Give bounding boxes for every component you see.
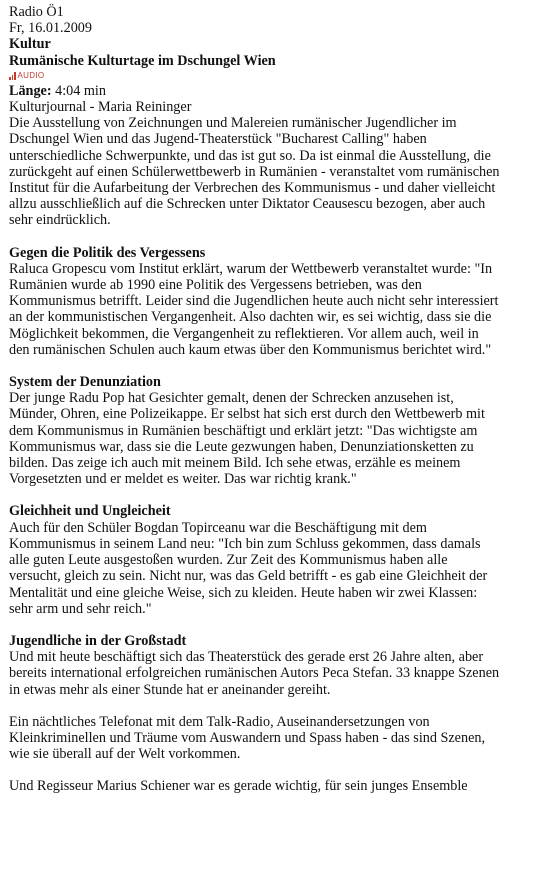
paragraph-line: unterschiedliche Schwerpunkte, und das ist gut so. Da ist einmal die Ausstellung, die — [9, 147, 491, 164]
paragraph-line: Auch für den Schüler Bogdan Topirceanu war die Beschäftigung mit dem — [9, 519, 427, 536]
section-heading: Gleichheit und Ungleicheit — [9, 503, 171, 520]
duration-label: Länge: — [9, 82, 52, 99]
paragraph-line: Vorgesetzten und er meldet es weiter. Das war richtig krank." — [9, 471, 357, 488]
section-label: Kultur — [9, 36, 51, 53]
paragraph-line: alle guten Leute ausgestoßen wurden. Zur Zeit des Kommunismus haben alle — [9, 552, 448, 569]
audio-label: AUDIO — [17, 71, 45, 81]
paragraph-line: Der junge Radu Pop hat Gesichter gemalt, denen der Schrecken anzusehen ist, — [9, 390, 454, 407]
section-gap — [9, 229, 535, 245]
paragraph-line: Raluca Gropescu vom Institut erklärt, warum der Wettbewerb veranstaltet wurde: "In — [9, 260, 493, 277]
paragraph-line: Und mit heute beschäftigt sich das Theaterstück des gerade erst 26 Jahre alten, aber — [9, 649, 484, 666]
broadcast-date: Fr, 16.01.2009 — [9, 20, 92, 37]
paragraph-line: dem Kommunismus in Rumänien beschäftigt und erklärt jetzt: "Das wichtigste am — [9, 422, 478, 439]
article-section — [9, 633, 535, 698]
station-name: Radio Ö1 — [9, 4, 64, 20]
article-body — [9, 115, 535, 794]
byline: Kulturjournal - Maria Reininger — [9, 99, 192, 116]
paragraph-line: versucht, gleich zu sein. Nicht nur, was das Geld betrifft - es gab eine Gleichheit der — [9, 568, 488, 585]
audio-link[interactable] — [9, 70, 535, 83]
article-section — [9, 714, 535, 763]
paragraph-line: Rumänien wurde ab 1990 eine Politik des Vergessens betrieben, was den — [9, 277, 422, 294]
paragraph-line: sehr eindrücklich. — [9, 212, 111, 229]
paragraph-line: Kommunismus in seinem Land neu: "Ich bin zum Schluss gekommen, dass damals — [9, 535, 481, 552]
article-section — [9, 503, 535, 616]
duration — [9, 83, 535, 99]
paragraph-line: in etwas mehr als einer Stunde hat er aneinander gereiht. — [9, 681, 331, 698]
paragraph-line: Mentalität und eine gleiche Weise, sich zu kleiden. Heute haben wir zwei Klassen: — [9, 584, 478, 601]
paragraph-line: bereits international erfolgreichen rumänischen Autors Peca Stefan. 33 knappe Szenen — [9, 665, 500, 682]
article-title: Rumänische Kulturtage im Dschungel Wien — [9, 52, 276, 69]
paragraph-line: Möglichkeit bekommen, die Vergangenheit zu reflektieren. Vor allem auch, weil in — [9, 325, 479, 342]
section-heading: Jugendliche in der Großstadt — [9, 632, 187, 649]
section-heading: Gegen die Politik des Vergessens — [9, 244, 206, 261]
section-gap — [9, 487, 535, 503]
paragraph-line: Ein nächtliches Telefonat mit dem Talk-Radio, Auseinandersetzungen von — [9, 713, 430, 730]
paragraph-line: allzu ausschließlich auf die Schrecken unter Diktator Ceausescu bezogen, aber auch — [9, 196, 486, 213]
paragraph-line: Dschungel Wien und das Jugend-Theaterstück "Bucharest Calling" haben — [9, 131, 427, 148]
section-gap — [9, 617, 535, 633]
paragraph-line: Die Ausstellung von Zeichnungen und Malereien rumänischer Jugendlicher im — [9, 115, 457, 132]
paragraph-line: Institut für die Aufarbeitung der Verbrechen des Kommunismus - und daher vielleicht — [9, 180, 496, 197]
section-gap — [9, 762, 535, 778]
paragraph-line: zurückgeht auf einen Schülerwettbewerb in Rumänien - veranstaltet vom rumänischen — [9, 163, 500, 180]
section-heading: System der Denunziation — [9, 374, 161, 391]
paragraph-line: wie sie überall auf der Welt vorkommen. — [9, 746, 241, 763]
duration-value: 4:04 min — [55, 82, 106, 99]
paragraph-line: Kommunismus war, dass sie die Leute gezwungen haben, Denunziationsketten zu — [9, 438, 474, 455]
paragraph-line: Kleinkriminellen und Träume vom Auswandern und Spass haben - das sind Szenen, — [9, 729, 486, 746]
paragraph-line: sehr arm und sehr reich." — [9, 600, 152, 617]
paragraph-line: bilden. Das zeige ich auch mit meinem Bild. Ich sehe etwas, erzähle es meinem — [9, 455, 461, 472]
article-section — [9, 115, 535, 228]
section-gap — [9, 698, 535, 714]
paragraph-line: Münder, Ohren, eine Polizeikappe. Er selbst hat sich erst durch den Wettbewerb mit — [9, 406, 485, 423]
article-section — [9, 778, 535, 794]
paragraph-line: an der kommunistischen Vergangenheit. Also dachten wir, es sei wichtig, dass sie die — [9, 309, 492, 326]
audio-icon — [9, 72, 16, 80]
paragraph-line: Und Regisseur Marius Schiener war es gerade wichtig, für sein junges Ensemble — [9, 778, 468, 795]
paragraph-line: den rumänischen Schulen auch kaum etwas über den Kommunismus berichtet wird." — [9, 341, 492, 358]
article-section — [9, 245, 535, 358]
article-section — [9, 374, 535, 487]
paragraph-line: Kommunismus betrifft. Leider sind die Jugendlichen heute auch nicht sehr interessiert — [9, 293, 499, 310]
section-gap — [9, 358, 535, 374]
